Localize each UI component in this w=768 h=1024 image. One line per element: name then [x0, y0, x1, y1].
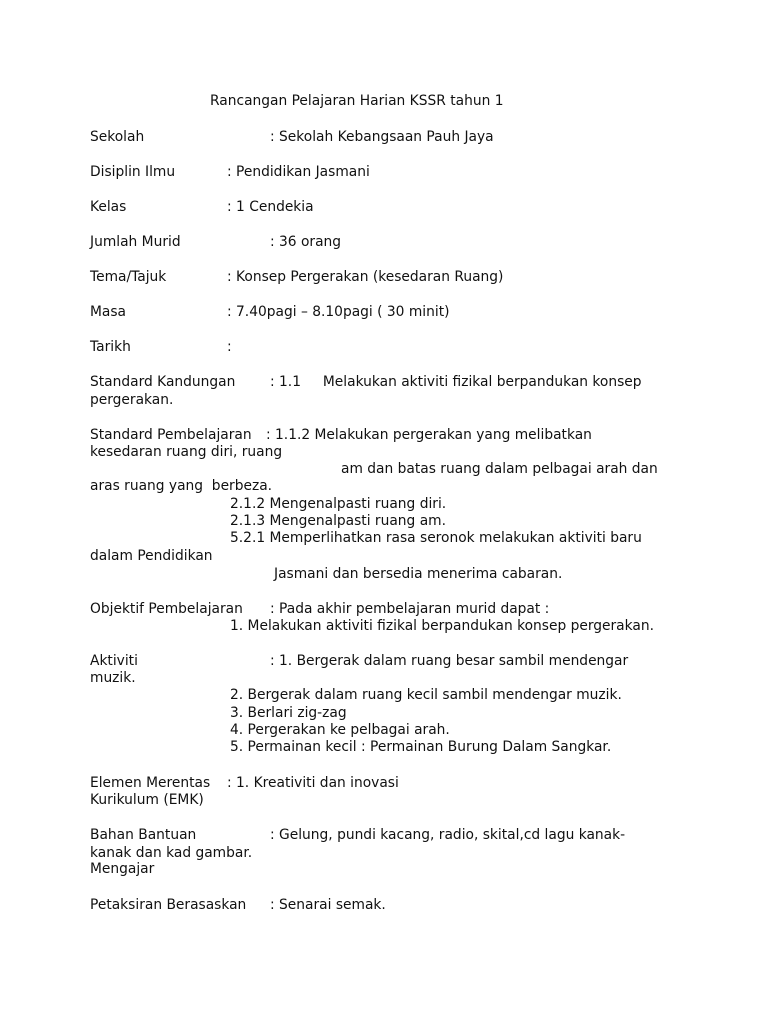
- value-aktiviti: : 1. Bergerak dalam ruang besar sambil mendengar: [270, 653, 629, 669]
- aktiviti-item: 4. Pergerakan ke pelbagai arah.: [230, 722, 450, 738]
- label-objektif-pembelajaran: Objektif Pembelajaran: [90, 601, 243, 617]
- standard-pembelajaran-line: am dan batas ruang dalam pelbagai arah dan: [341, 461, 658, 477]
- standard-pembelajaran-line: 2.1.3 Mengenalpasti ruang am.: [230, 513, 446, 529]
- value-aktiviti-cont: muzik.: [90, 670, 136, 686]
- label-bahan-bantuan: Bahan Bantuan: [90, 827, 197, 843]
- value-elemen-merentas: : 1. Kreativiti dan inovasi: [227, 775, 399, 791]
- label-petaksiran: Petaksiran Berasaskan: [90, 897, 247, 913]
- standard-pembelajaran-line: aras ruang yang berbeza.: [90, 478, 273, 494]
- value-bahan-bantuan: : Gelung, pundi kacang, radio, skital,cd lagu kanak-: [270, 827, 626, 843]
- value-kelas: : 1 Cendekia: [227, 199, 314, 215]
- standard-pembelajaran-line: kesedaran ruang diri, ruang: [90, 444, 283, 460]
- value-tarikh: :: [227, 339, 232, 355]
- label-disiplin-ilmu: Disiplin Ilmu: [90, 164, 176, 180]
- label-standard-pembelajaran: Standard Pembelajaran: [90, 427, 252, 443]
- label-tema-tajuk: Tema/Tajuk: [90, 269, 167, 285]
- aktiviti-item: 3. Berlari zig-zag: [230, 705, 347, 721]
- document-title: Rancangan Pelajaran Harian KSSR tahun 1: [210, 93, 504, 109]
- value-tema-tajuk: : Konsep Pergerakan (kesedaran Ruang): [227, 269, 504, 285]
- aktiviti-item: 5. Permainan kecil : Permainan Burung Dalam Sangkar.: [230, 739, 612, 755]
- label-kelas: Kelas: [90, 199, 127, 215]
- standard-pembelajaran-line: dalam Pendidikan: [90, 548, 213, 564]
- objektif-item: 1. Melakukan aktiviti fizikal berpandukan konsep pergerakan.: [230, 618, 654, 634]
- value-sekolah: : Sekolah Kebangsaan Pauh Jaya: [270, 129, 494, 145]
- label-elemen-merentas-2: Kurikulum (EMK): [90, 792, 204, 808]
- label-jumlah-murid: Jumlah Murid: [90, 234, 181, 250]
- label-aktiviti: Aktiviti: [90, 653, 138, 669]
- label-bahan-bantuan-2: Mengajar: [90, 861, 155, 877]
- value-standard-pembelajaran: : 1.1.2 Melakukan pergerakan yang melibatkan: [266, 427, 592, 443]
- value-objektif-pembelajaran: : Pada akhir pembelajaran murid dapat :: [270, 601, 550, 617]
- standard-pembelajaran-line: 5.2.1 Memperlihatkan rasa seronok melakukan aktiviti baru: [230, 530, 642, 546]
- value-petaksiran: : Senarai semak.: [270, 897, 386, 913]
- value-jumlah-murid: : 36 orang: [270, 234, 342, 250]
- aktiviti-item: 2. Bergerak dalam ruang kecil sambil mendengar muzik.: [230, 687, 622, 703]
- label-sekolah: Sekolah: [90, 129, 145, 145]
- label-elemen-merentas: Elemen Merentas: [90, 775, 211, 791]
- value-standard-kandungan: : 1.1 Melakukan aktiviti fizikal berpandukan konsep: [270, 374, 642, 390]
- value-standard-kandungan-cont: pergerakan.: [90, 392, 174, 408]
- label-masa: Masa: [90, 304, 127, 320]
- value-masa: : 7.40pagi – 8.10pagi ( 30 minit): [227, 304, 450, 320]
- label-standard-kandungan: Standard Kandungan: [90, 374, 236, 390]
- value-bahan-bantuan-cont: kanak dan kad gambar.: [90, 845, 253, 861]
- standard-pembelajaran-line: Jasmani dan bersedia menerima cabaran.: [274, 566, 563, 582]
- value-disiplin-ilmu: : Pendidikan Jasmani: [227, 164, 370, 180]
- standard-pembelajaran-line: 2.1.2 Mengenalpasti ruang diri.: [230, 496, 447, 512]
- label-tarikh: Tarikh: [90, 339, 131, 355]
